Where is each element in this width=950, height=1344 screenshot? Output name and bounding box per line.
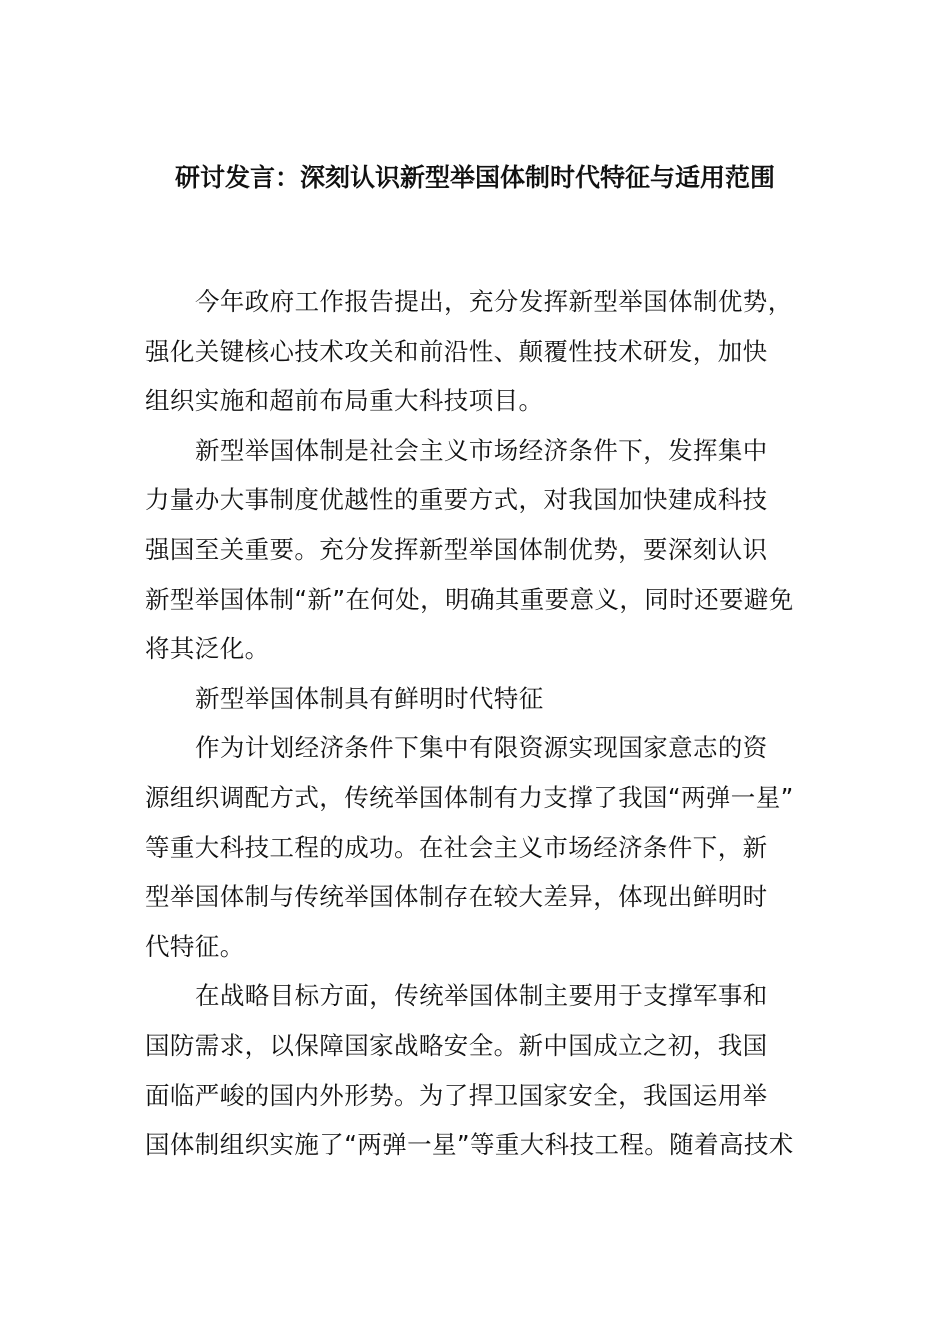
text-line: 源组织调配方式，传统举国体制有力支撑了我国“两弹一星”: [145, 782, 794, 812]
text-line: 在战略目标方面，传统举国体制主要用于支撑军事和: [195, 981, 768, 1011]
text-line: 强化关键核心技术攻关和前沿性、颠覆性技术研发，加快: [145, 336, 768, 366]
text-line: 力量办大事制度优越性的重要方式，对我国加快建成科技: [145, 485, 768, 515]
text-line: 新型举国体制是社会主义市场经济条件下，发挥集中: [195, 435, 768, 465]
document-title: 研讨发言：深刻认识新型举国体制时代特征与适用范围: [174, 163, 775, 192]
text-line: 将其泛化。: [145, 634, 270, 664]
document-body: [145, 282, 825, 1175]
text-line: 国防需求，以保障国家战略安全。新中国成立之初，我国: [145, 1030, 768, 1060]
section-heading: 新型举国体制具有鲜明时代特征: [195, 683, 544, 713]
text-line: 型举国体制与传统举国体制存在较大差异，体现出鲜明时: [145, 882, 768, 912]
text-line: 代特征。: [145, 931, 245, 961]
text-line: 组织实施和超前布局重大科技项目。: [145, 386, 544, 416]
text-line: 国体制组织实施了“两弹一星”等重大科技工程。随着高技术: [145, 1130, 794, 1160]
text-line: 作为计划经济条件下集中有限资源实现国家意志的资: [195, 733, 768, 763]
text-line: 新型举国体制“新”在何处，明确其重要意义，同时还要避免: [145, 584, 794, 614]
text-line: 等重大科技工程的成功。在社会主义市场经济条件下，新: [145, 832, 768, 862]
text-line: 今年政府工作报告提出，充分发挥新型举国体制优势，: [195, 287, 793, 316]
text-line: 强国至关重要。充分发挥新型举国体制优势，要深刻认识: [145, 534, 768, 564]
text-line: 面临严峻的国内外形势。为了捍卫国家安全，我国运用举: [145, 1080, 768, 1110]
